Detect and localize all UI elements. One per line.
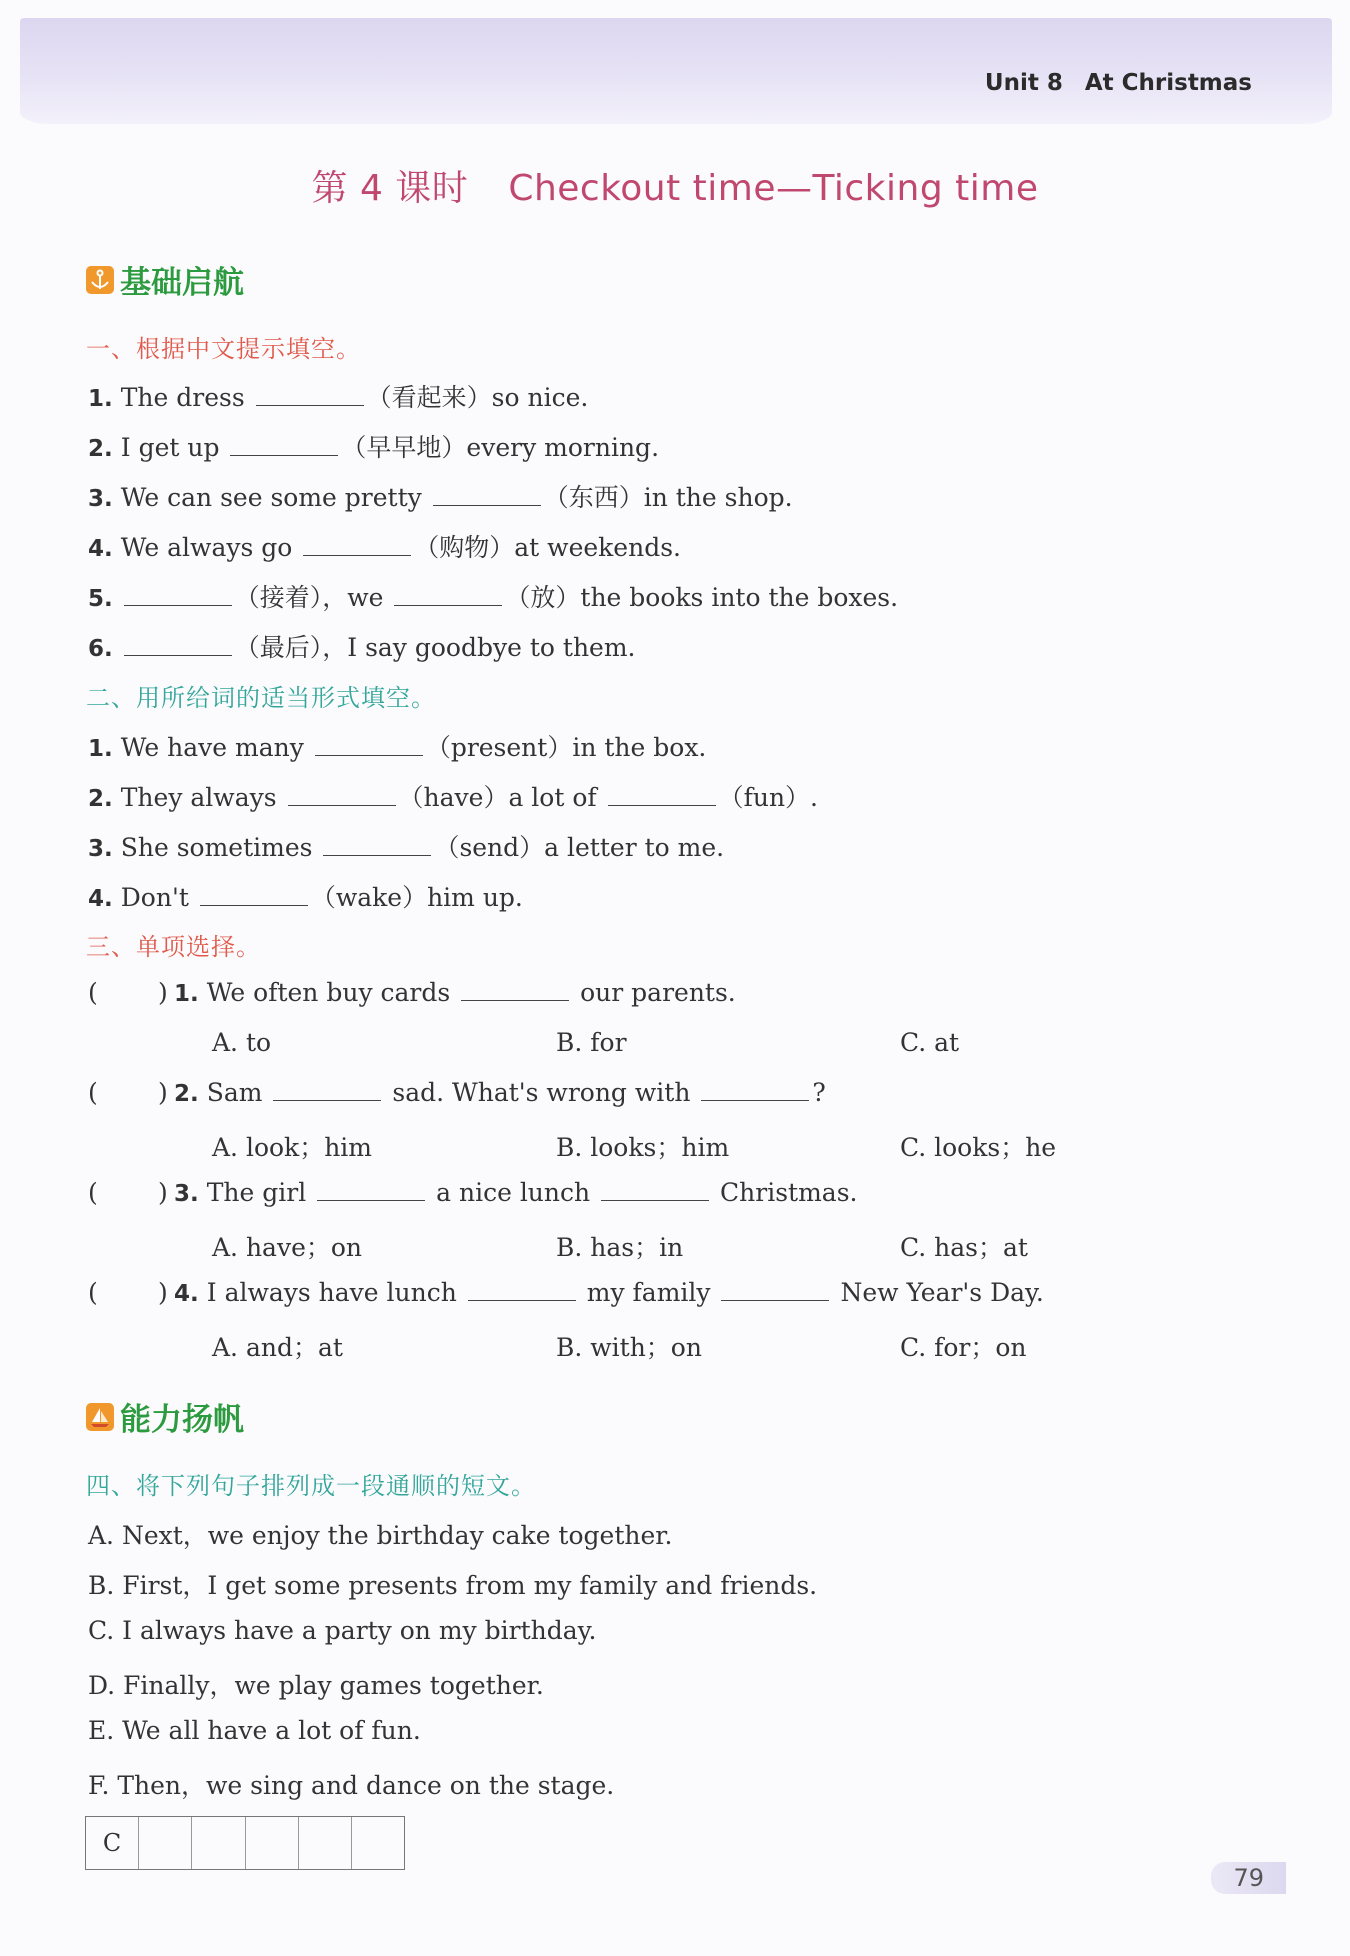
part2-item-3: 3. She sometimes （send）a letter to me. — [88, 833, 725, 862]
option-c: C. has；at — [900, 1233, 1028, 1262]
part3-title: 三、单项选择。 — [86, 933, 261, 961]
sailboat-icon — [86, 1403, 114, 1431]
sentence-d: D. Finally，we play games together. — [88, 1671, 544, 1700]
answer-paren[interactable]: ( ) — [88, 1278, 168, 1307]
answer-blank — [273, 1082, 381, 1101]
option-b: B. looks；him — [556, 1133, 730, 1162]
option-b: B. has；in — [556, 1233, 684, 1262]
option-b: B. with；on — [556, 1333, 702, 1362]
lesson-title — [0, 160, 1350, 211]
answer-blank[interactable] — [200, 887, 308, 906]
answer-blank[interactable] — [230, 437, 338, 456]
answer-blank — [701, 1082, 809, 1101]
section-title: 能力扬帆 — [120, 1402, 244, 1438]
part2-item-2: 2. They always （have）a lot of （fun）. — [88, 783, 818, 812]
answer-blank[interactable] — [303, 537, 411, 556]
section-head-ability — [86, 1394, 244, 1439]
option-b: B. for — [556, 1028, 627, 1057]
lesson-prefix: 第 4 课时 — [311, 168, 469, 209]
part4-title: 四、将下列句子排列成一段通顺的短文。 — [86, 1472, 536, 1500]
answer-blank[interactable] — [288, 787, 396, 806]
part1-item-4: 4. We always go （购物）at weekends. — [88, 533, 681, 562]
answer-paren[interactable]: ( ) — [88, 1178, 168, 1207]
answer-blank[interactable] — [394, 587, 502, 606]
option-a: A. have；on — [212, 1233, 363, 1262]
part3-item-1: ( ) 1. We often buy cards our parents. — [88, 978, 736, 1007]
option-a: A. and；at — [212, 1333, 343, 1362]
answer-blank[interactable] — [315, 737, 423, 756]
answer-paren[interactable]: ( ) — [88, 978, 168, 1007]
answer-cell[interactable] — [299, 1817, 352, 1869]
page-number: 79 — [1211, 1862, 1286, 1894]
sentence-c: C. I always have a party on my birthday. — [88, 1616, 597, 1645]
sentence-e: E. We all have a lot of fun. — [88, 1716, 421, 1745]
part1-item-6: 6. （最后），I say goodbye to them. — [88, 633, 636, 662]
option-c: C. looks；he — [900, 1133, 1057, 1162]
part3-item-4: ( ) 4. I always have lunch my family New Year's Day. — [88, 1278, 1044, 1307]
unit-title: At Christmas — [1084, 70, 1252, 96]
part1-item-2: 2. I get up （早早地）every morning. — [88, 433, 660, 462]
part2-title: 二、用所给词的适当形式填空。 — [86, 684, 436, 712]
part1-item-1: 1. The dress （看起来）so nice. — [88, 383, 589, 412]
part2-item-1: 1. We have many （present）in the box. — [88, 733, 707, 762]
option-c: C. for；on — [900, 1333, 1027, 1362]
option-c: C. at — [900, 1028, 960, 1057]
unit-label — [985, 70, 1252, 96]
answer-cell[interactable]: C — [86, 1817, 139, 1869]
answer-cell[interactable] — [352, 1817, 404, 1869]
part1-item-5: 5. （接着），we （放）the books into the boxes. — [88, 583, 899, 612]
anchor-icon — [86, 266, 114, 294]
answer-blank[interactable] — [433, 487, 541, 506]
part3-item-2: ( ) 2. Sam sad. What's wrong with ? — [88, 1078, 826, 1107]
order-answer-box — [85, 1816, 405, 1870]
answer-blank[interactable] — [256, 387, 364, 406]
option-a: A. look；him — [212, 1133, 372, 1162]
answer-blank[interactable] — [608, 787, 716, 806]
answer-cell[interactable] — [246, 1817, 299, 1869]
answer-blank — [468, 1282, 576, 1301]
option-a: A. to — [212, 1028, 272, 1057]
section-head-basic — [86, 257, 244, 302]
section-title: 基础启航 — [120, 265, 244, 301]
sentence-b: B. First，I get some presents from my family and friends. — [88, 1571, 818, 1600]
answer-blank[interactable] — [124, 637, 232, 656]
answer-blank — [721, 1282, 829, 1301]
answer-blank — [601, 1182, 709, 1201]
part3-item-3: ( ) 3. The girl a nice lunch Christmas. — [88, 1178, 858, 1207]
answer-blank — [461, 982, 569, 1001]
sentence-f: F. Then，we sing and dance on the stage. — [88, 1771, 615, 1800]
part2-item-4: 4. Don't （wake）him up. — [88, 883, 523, 912]
part1-title: 一、根据中文提示填空。 — [86, 335, 361, 363]
part1-item-3: 3. We can see some pretty （东西）in the shop. — [88, 483, 793, 512]
lesson-name: Checkout time—Ticking time — [508, 168, 1039, 209]
answer-blank[interactable] — [323, 837, 431, 856]
answer-blank[interactable] — [124, 587, 232, 606]
unit-number: Unit 8 — [984, 70, 1063, 96]
sentence-a: A. Next，we enjoy the birthday cake together. — [88, 1521, 673, 1550]
answer-cell[interactable] — [192, 1817, 245, 1869]
answer-blank — [317, 1182, 425, 1201]
answer-cell[interactable] — [139, 1817, 192, 1869]
answer-paren[interactable]: ( ) — [88, 1078, 168, 1107]
